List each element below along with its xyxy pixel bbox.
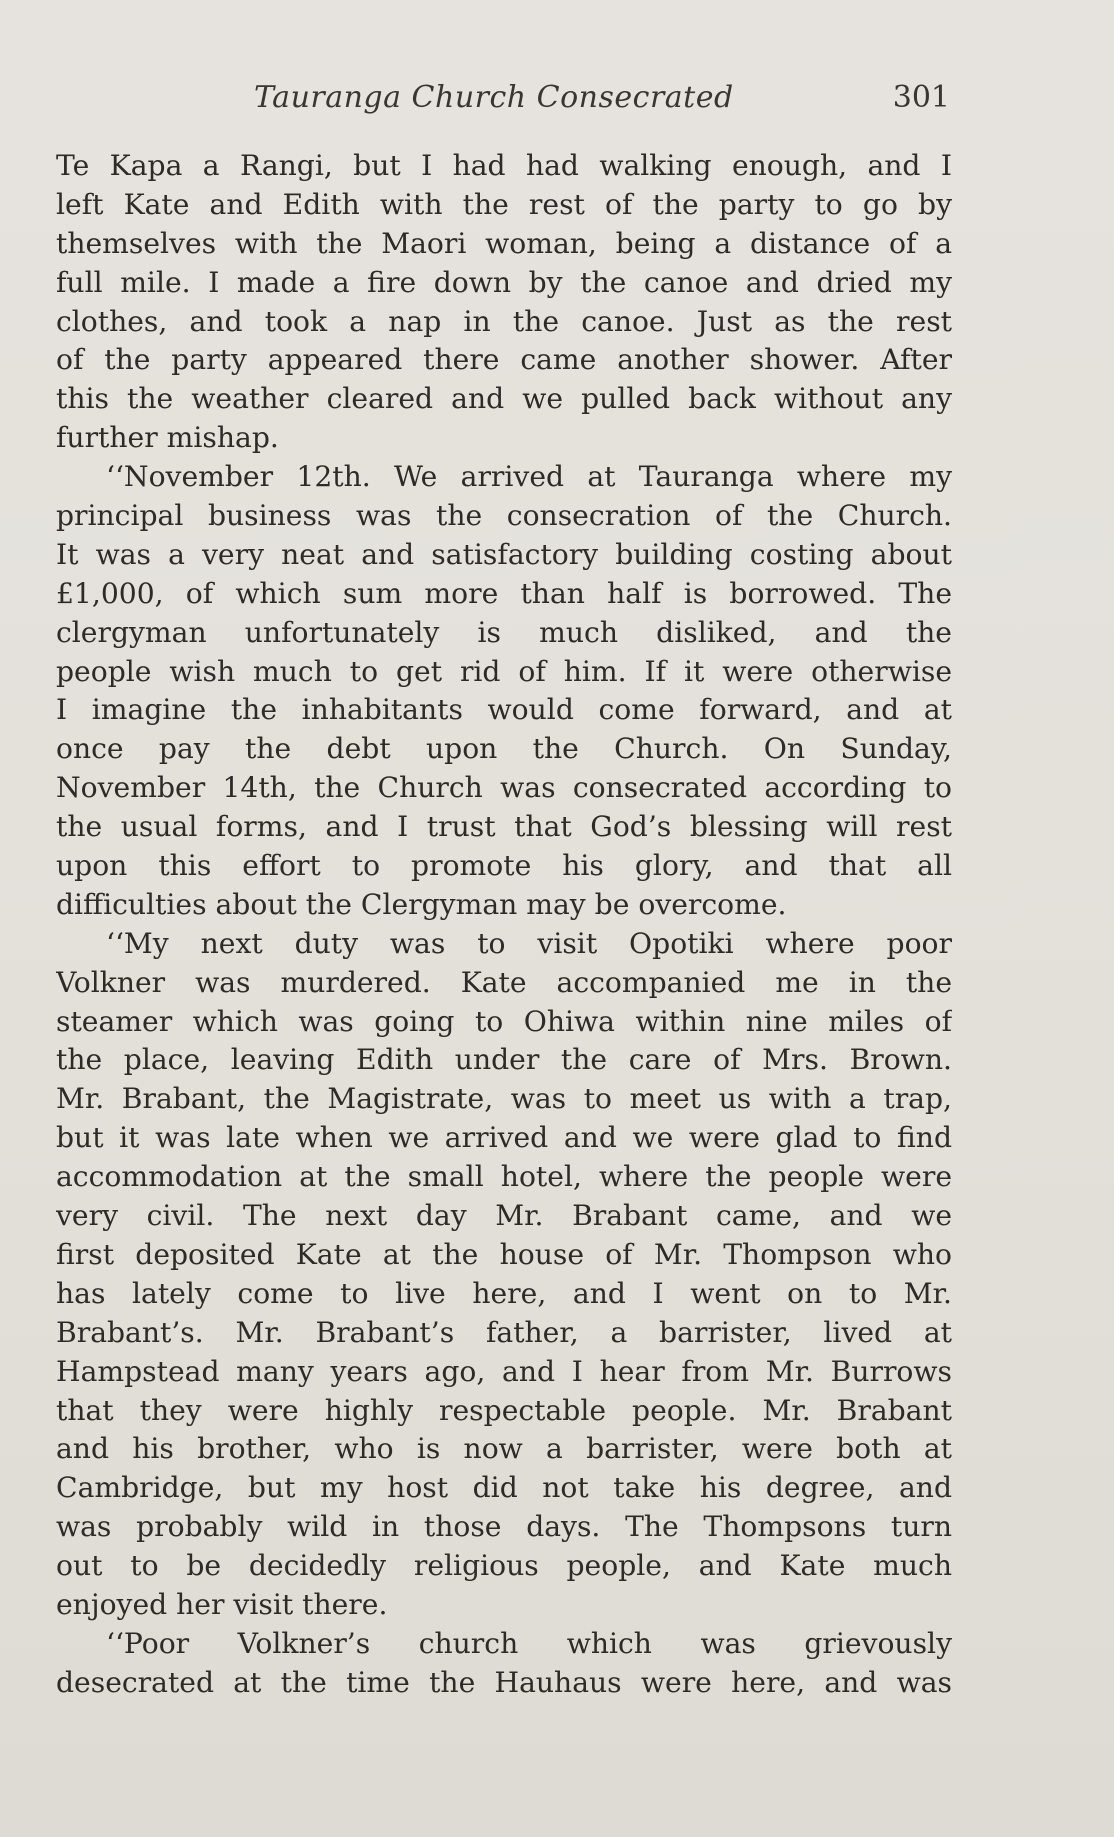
text-line: once pay the debt upon the Church. On Sunday, bbox=[56, 732, 952, 766]
text-line: It was a very neat and satisfactory building costing about bbox=[56, 537, 952, 571]
text-line: principal business was the consecration of the Church. bbox=[56, 499, 952, 533]
text-line: difficulties about the Clergyman may be overcome. bbox=[56, 887, 787, 921]
text-line: and his brother, who is now a barrister, were both at bbox=[56, 1432, 952, 1466]
body-text bbox=[56, 147, 952, 1703]
text-line: first deposited Kate at the house of Mr. Thompson who bbox=[56, 1237, 952, 1271]
text-line: very civil. The next day Mr. Brabant came, and we bbox=[56, 1199, 952, 1233]
page-header bbox=[56, 80, 952, 124]
text-line: clergyman unfortunately is much disliked, and the bbox=[56, 615, 952, 649]
text-line: Hampstead many years ago, and I hear from Mr. Burrows bbox=[56, 1354, 952, 1388]
text-line: the place, leaving Edith under the care of Mrs. Brown. bbox=[56, 1043, 952, 1077]
text-line: I imagine the inhabitants would come forward, and at bbox=[56, 693, 952, 727]
text-line: steamer which was going to Ohiwa within nine miles of bbox=[56, 1004, 952, 1038]
text-line: clothes, and took a nap in the canoe. Just as the rest bbox=[56, 304, 952, 338]
text-line: ‘‘Poor Volkner’s church which was grievously bbox=[106, 1626, 952, 1660]
text-line: has lately come to live here, and I went on to Mr. bbox=[56, 1276, 952, 1310]
text-line: ‘‘November 12th. We arrived at Tauranga where my bbox=[106, 460, 952, 494]
text-line: out to be decidedly religious people, and Kate much bbox=[56, 1549, 952, 1583]
running-title: Tauranga Church Consecrated bbox=[254, 80, 734, 115]
text-line: enjoyed her visit there. bbox=[56, 1587, 388, 1621]
text-line: £1,000, of which sum more than half is borrowed. The bbox=[56, 576, 952, 610]
text-line: this the weather cleared and we pulled back without any bbox=[56, 382, 952, 416]
text-line: Te Kapa a Rangi, but I had had walking enough, and I bbox=[56, 149, 952, 182]
page-number: 301 bbox=[892, 80, 950, 115]
text-line: themselves with the Maori woman, being a distance of a bbox=[56, 226, 952, 260]
text-line: that they were highly respectable people. Mr. Brabant bbox=[56, 1393, 952, 1427]
paragraph bbox=[56, 147, 952, 458]
text-line: upon this effort to promote his glory, and that all bbox=[56, 849, 952, 883]
text-line: November 14th, the Church was consecrated according to bbox=[56, 771, 952, 805]
text-line: Mr. Brabant, the Magistrate, was to meet us with a trap, bbox=[56, 1082, 952, 1116]
text-line: Volkner was murdered. Kate accompanied me in the bbox=[56, 965, 952, 999]
text-line: the usual forms, and I trust that God’s blessing will rest bbox=[56, 810, 952, 844]
text-line: was probably wild in those days. The Thompsons turn bbox=[56, 1510, 952, 1544]
paragraph bbox=[56, 925, 952, 1625]
text-line: people wish much to get rid of him. If it were otherwise bbox=[56, 654, 952, 688]
text-line: Brabant’s. Mr. Brabant’s father, a barrister, lived at bbox=[56, 1315, 952, 1349]
text-line: of the party appeared there came another shower. After bbox=[56, 343, 952, 377]
text-line: accommodation at the small hotel, where the people were bbox=[56, 1160, 952, 1194]
text-line: Cambridge, but my host did not take his degree, and bbox=[56, 1471, 952, 1505]
text-line: further mishap. bbox=[56, 421, 279, 455]
text-line: ‘‘My next duty was to visit Opotiki where poor bbox=[106, 926, 952, 960]
paragraph bbox=[56, 1625, 952, 1703]
text-line: but it was late when we arrived and we were glad to find bbox=[56, 1121, 952, 1155]
text-line: desecrated at the time the Hauhaus were here, and was bbox=[56, 1665, 952, 1699]
text-line: left Kate and Edith with the rest of the party to go by bbox=[56, 187, 952, 221]
paragraph bbox=[56, 458, 952, 925]
text-line: full mile. I made a fire down by the canoe and dried my bbox=[56, 265, 952, 299]
